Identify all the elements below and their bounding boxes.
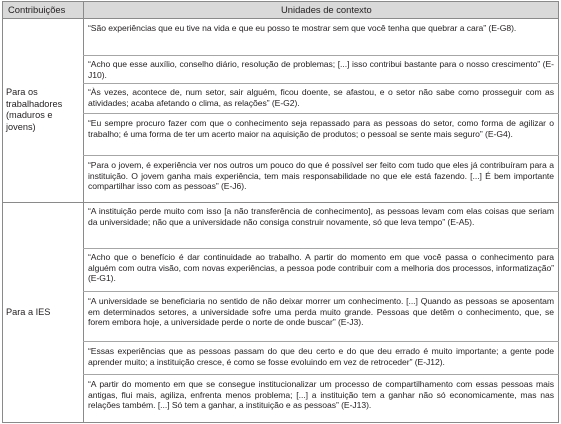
table-row: “A universidade se beneficiaria no sentido de não deixar morrer um conhecimento. [...] Quando as pessoas se aposentam em determinados setores, a universidade sofre uma perda muito grande. Pessoas que detêm o conhecimento, que, se forem embora hoje, a universidade perde o norte de onde buscar” (E-J3). xyxy=(88,296,554,327)
table-border-right xyxy=(558,1,559,423)
group-label-trabalhadores: Para os trabalhadores (maduros e jovens) xyxy=(6,87,63,132)
header-bottom-rule xyxy=(2,18,559,19)
group-label-ies: Para a IES xyxy=(6,307,51,317)
table-row: “São experiências que eu tive na vida e que eu posso te mostrar sem que você tenha que quebrar a cara” (E-G8). xyxy=(88,23,517,33)
table-row: “Acho que o benefício é dar continuidade ao trabalho. A partir do momento em que você passa o conhecimento para alguém com outra visão, com novas experiências, a pessoa pode contribuir com a melhoria dos processos, informatização” (E-G1). xyxy=(88,252,554,283)
row-divider xyxy=(83,291,559,292)
table-header xyxy=(2,1,559,19)
group-divider xyxy=(2,202,559,203)
table-row: “A partir do momento em que se consegue institucionalizar um processo de compartilhamento com essas pessoas mais antigas, flui mais, agiliza, enfrenta menos problema; [...] a instituição tem a ganhar não só economicamente, mas nas relações também. [...] Só tem a ganhar, a instituição e as pessoas” (E-J13). xyxy=(88,379,554,410)
table-border-left xyxy=(2,1,3,423)
row-divider xyxy=(83,55,559,56)
header-unidades-de-contexto: Unidades de contexto xyxy=(281,4,372,15)
row-divider xyxy=(83,341,559,342)
row-divider xyxy=(83,248,559,249)
row-divider xyxy=(83,374,559,375)
row-divider xyxy=(83,83,559,84)
row-divider xyxy=(83,155,559,156)
table-row: “Às vezes, acontece de, num setor, sair alguém, ficou doente, se afastou, e o setor não sabe como prosseguir com as atividades; acaba afetando o clima, as relações” (E-G2). xyxy=(88,87,554,108)
table-bottom-rule xyxy=(2,422,559,423)
table-row: “Essas experiências que as pessoas passam do que deu certo e do que deu errado é muito importante; a gente pode aprender muito; a instituição cresce, é como se fosse evoluindo em vez de retroceder” (E-J12). xyxy=(88,346,554,367)
table-row: “A instituição perde muito com isso [a não transferência de conhecimento], as pessoas levam com elas coisas que seriam da universidade; não que a universidade não consiga construir novamente, só que leva tempo” (E-A5). xyxy=(88,206,554,227)
column-divider xyxy=(83,1,84,423)
row-divider xyxy=(83,113,559,114)
header-contribuicoes: Contribuições xyxy=(8,4,66,15)
table-row: “Para o jovem, é experiência ver nos outros um pouco do que é possível ser feito com tudo que eles já contribuíram para a instituição. O jovem ganha mais experiência, tem mais responsabilidade no que ele está fazendo. [...] É bem importante compartilhar isso com as pessoas” (E-J6). xyxy=(88,160,554,191)
table-row: “Acho que esse auxílio, conselho diário, resolução de problemas; [...] isso contribui bastante para o nosso crescimento” (E-J10). xyxy=(88,59,554,80)
table-row: “Eu sempre procuro fazer com que o conhecimento seja repassado para as pessoas do setor, como forma de agilizar o trabalho; é uma forma de ter um acerto maior na aquisição de produtos; o pessoal se sente mais seguro” (E-G4). xyxy=(88,118,554,139)
